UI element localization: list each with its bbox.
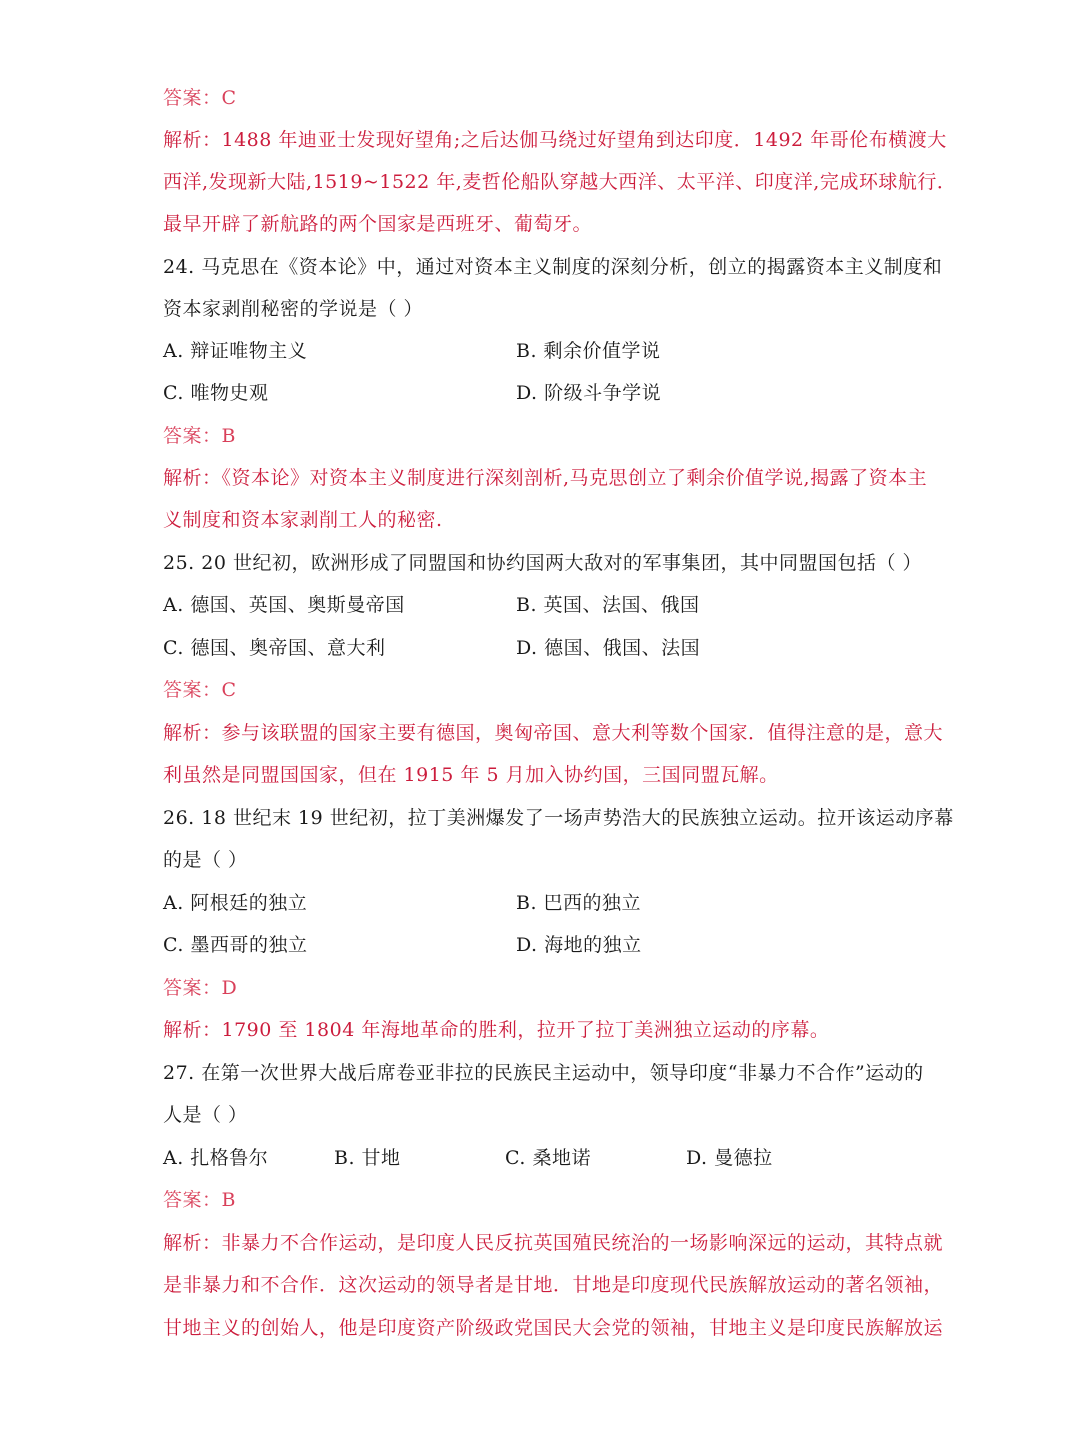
question-26-stem: 26. 18 世纪末 19 世纪初，拉丁美洲爆发了一场声势浩大的民族独立运动。拉开该运动序幕	[163, 807, 954, 829]
explanation-line: 义制度和资本家剥削工人的秘密.	[163, 509, 443, 531]
explanation-line: 解析：1790 至 1804 年海地革命的胜利，拉开了拉丁美洲独立运动的序幕。	[163, 1019, 830, 1041]
option-b: B. 剩余价值学说	[516, 340, 661, 362]
option-d: D. 阶级斗争学说	[516, 382, 662, 404]
answer-line: 答案：B	[163, 1189, 236, 1211]
option-a: A. 扎格鲁尔	[163, 1147, 269, 1169]
explanation-line: 解析：参与该联盟的国家主要有德国，奥匈帝国、意大利等数个国家．值得注意的是，意大	[163, 722, 944, 744]
option-a: A. 阿根廷的独立	[163, 892, 308, 914]
question-26-stem: 的是（ ）	[163, 849, 248, 871]
explanation-line: 最早开辟了新航路的两个国家是西班牙、葡萄牙。	[163, 213, 593, 235]
option-d: D. 德国、俄国、法国	[516, 637, 701, 659]
option-c: C. 唯物史观	[163, 382, 269, 404]
explanation-line: 利虽然是同盟国国家，但在 1915 年 5 月加入协约国，三国同盟瓦解。	[163, 764, 779, 786]
explanation-line: 解析：非暴力不合作运动，是印度人民反抗英国殖民统治的一场影响深远的运动，其特点就	[163, 1232, 944, 1254]
question-24-stem: 资本家剥削秘密的学说是（ ）	[163, 298, 424, 320]
explanation-line: 甘地主义的创始人，他是印度资产阶级政党国民大会党的领袖，甘地主义是印度民族解放运	[163, 1317, 944, 1339]
answer-line: 答案：C	[163, 87, 237, 109]
answer-line: 答案：D	[163, 977, 238, 999]
option-d: D. 曼德拉	[686, 1147, 773, 1169]
option-a: A. 德国、英国、奥斯曼帝国	[163, 594, 405, 616]
question-27-stem: 人是（ ）	[163, 1104, 248, 1126]
question-27-stem: 27. 在第一次世界大战后席卷亚非拉的民族民主运动中，领导印度“非暴力不合作”运动的	[163, 1062, 924, 1084]
option-c: C. 墨西哥的独立	[163, 934, 308, 956]
question-24-stem: 24. 马克思在《资本论》中，通过对资本主义制度的深刻分析，创立的揭露资本主义制度和	[163, 256, 943, 278]
question-25-stem: 25. 20 世纪初，欧洲形成了同盟国和协约国两大敌对的军事集团，其中同盟国包括（ ）	[163, 552, 923, 574]
answer-line: 答案：B	[163, 425, 236, 447]
explanation-line: 是非暴力和不合作．这次运动的领导者是甘地．甘地是印度现代民族解放运动的著名领袖，	[163, 1274, 944, 1296]
option-a: A. 辩证唯物主义	[163, 340, 308, 362]
explanation-line: 西洋,发现新大陆,1519~1522 年,麦哲伦船队穿越大西洋、太平洋、印度洋,完成环球航行．	[163, 171, 957, 193]
explanation-line: 解析：《资本论》对资本主义制度进行深刻剖析,马克思创立了剩余价值学说,揭露了资本主	[163, 467, 928, 489]
option-c: C. 桑地诺	[505, 1147, 591, 1169]
explanation-line: 解析：1488 年迪亚士发现好望角;之后达伽马绕过好望角到达印度．1492 年哥伦布横渡大	[163, 129, 947, 151]
option-b: B. 英国、法国、俄国	[516, 594, 700, 616]
option-b: B. 甘地	[334, 1147, 401, 1169]
option-b: B. 巴西的独立	[516, 892, 642, 914]
option-c: C. 德国、奥帝国、意大利	[163, 637, 386, 659]
answer-line: 答案：C	[163, 679, 237, 701]
option-d: D. 海地的独立	[516, 934, 642, 956]
